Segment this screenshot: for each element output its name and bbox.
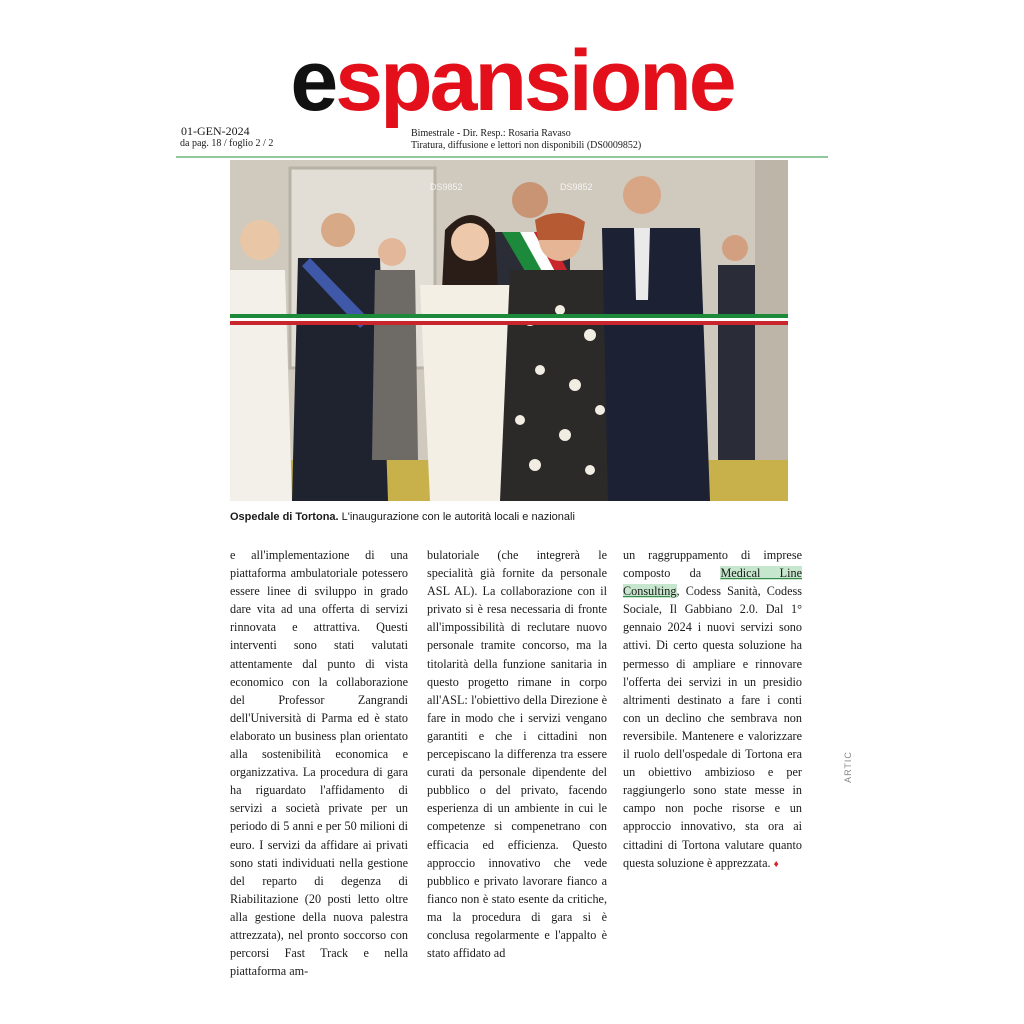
caption-text: L'inaugurazione con le autorità locali e nazionali xyxy=(338,511,575,523)
masthead-logo-e: e xyxy=(290,33,336,129)
photo-caption xyxy=(230,510,575,524)
masthead-logo xyxy=(0,33,1024,129)
article-column-1: e all'implementazione di una piattaforma ambulatoriale potessero essere linee di sviluppo in grado dare vita ad una offerta di servizi rinnovata e attrattiva. Questi interventi sono stati valutati attentamente dal punto di vista economico con la collaborazione del Professor Zangrandi dell'Università di Parma ed è stato elaborato un business plan orientato alla sostenibilità economica e organizzativa. La procedura di gara ha riguardato l'affidamento di servizi a società private per un periodo di 5 anni e per 50 milioni di euro. I servizi da affidare ai privati sono stati individuati nella gestione del reparto di degenza di Riabilitazione (20 posti letto oltre alla gestione della nuova palestra attrezzata), nel pronto soccorso con percorsi Fast Track e nella piattaforma am- xyxy=(230,548,408,979)
background-pillar xyxy=(755,160,788,501)
photo-watermark-2: DS9852 xyxy=(560,182,593,192)
page-reference: da pag. 18 / foglio 2 / 2 xyxy=(180,138,274,149)
masthead-logo-rest: spansione xyxy=(335,33,734,129)
article-photo xyxy=(230,160,788,501)
person-far-right xyxy=(718,235,755,460)
column-3-text-start: un raggruppamento di imprese composto da xyxy=(623,548,802,581)
highlighted-company-name: Medical Line Consulting xyxy=(623,566,802,599)
article-column-2: bulatoriale (che integrerà le specialità già fornite da personale ASL AL). La collaborazione con il privato si è resa necessaria di fronte all'impossibilità di reclutare nuovo personale tramite concorso, ma la titolarità della funzione sanitaria in questo progetto rimane in corpo all'ASL: l'obiettivo della Direzione è fare in modo che i servizi vengano garantiti e che i cittadini non percepiscano la differenza tra essere curati da personale dipendente del pubblico o del privato, facendo esperienza di un ambiente in cui le competenze si compenetrano con efficacia ed efficienza. Questo approccio innovativo che vede pubblico e privato lavorare fianco a fianco non è stato esente da critiche, ma la procedura di gara si è conclusa regolarmente e l'appalto è stato affidato ad xyxy=(427,548,607,961)
publication-date: 01-GEN-2024 xyxy=(181,124,250,138)
header-divider xyxy=(176,156,828,158)
article-end-mark: ♦ xyxy=(773,858,779,870)
publication-meta-line1: Bimestrale - Dir. Resp.: Rosaria Ravaso xyxy=(411,128,571,139)
person-background-woman xyxy=(372,238,418,460)
publication-meta-line2: Tiratura, diffusione e lettori non disponibili (DS0009852) xyxy=(411,140,642,151)
side-tag: ARTIC xyxy=(842,751,853,783)
ribbon-cutting-illustration xyxy=(230,160,788,501)
caption-title: Ospedale di Tortona. xyxy=(230,511,339,523)
tricolor-ribbon xyxy=(230,314,788,325)
column-3-text-end: , Codess Sanità, Codess Sociale, Il Gabbiano 2.0. Dal 1° gennaio 2024 i nuovi servizi sono attivi. Di certo questa soluzione ha permesso di ampliare e rinnovare l'offerta dei servizi in un presidio altrimenti destinato a fare i conti con un declino che sembrava non reversibile. Mantenere e valorizzare il ruolo dell'ospedale di Tortona era un obiettivo ambizioso e per raggiungerlo sono state messe in campo non poche risorse e un approccio innovativo, sta ora ai cittadini di Tortona valutare quanto questa soluzione è apprezzata. xyxy=(623,584,802,870)
article-column-3 xyxy=(623,546,802,874)
photo-watermark-1: DS9852 xyxy=(430,182,463,192)
